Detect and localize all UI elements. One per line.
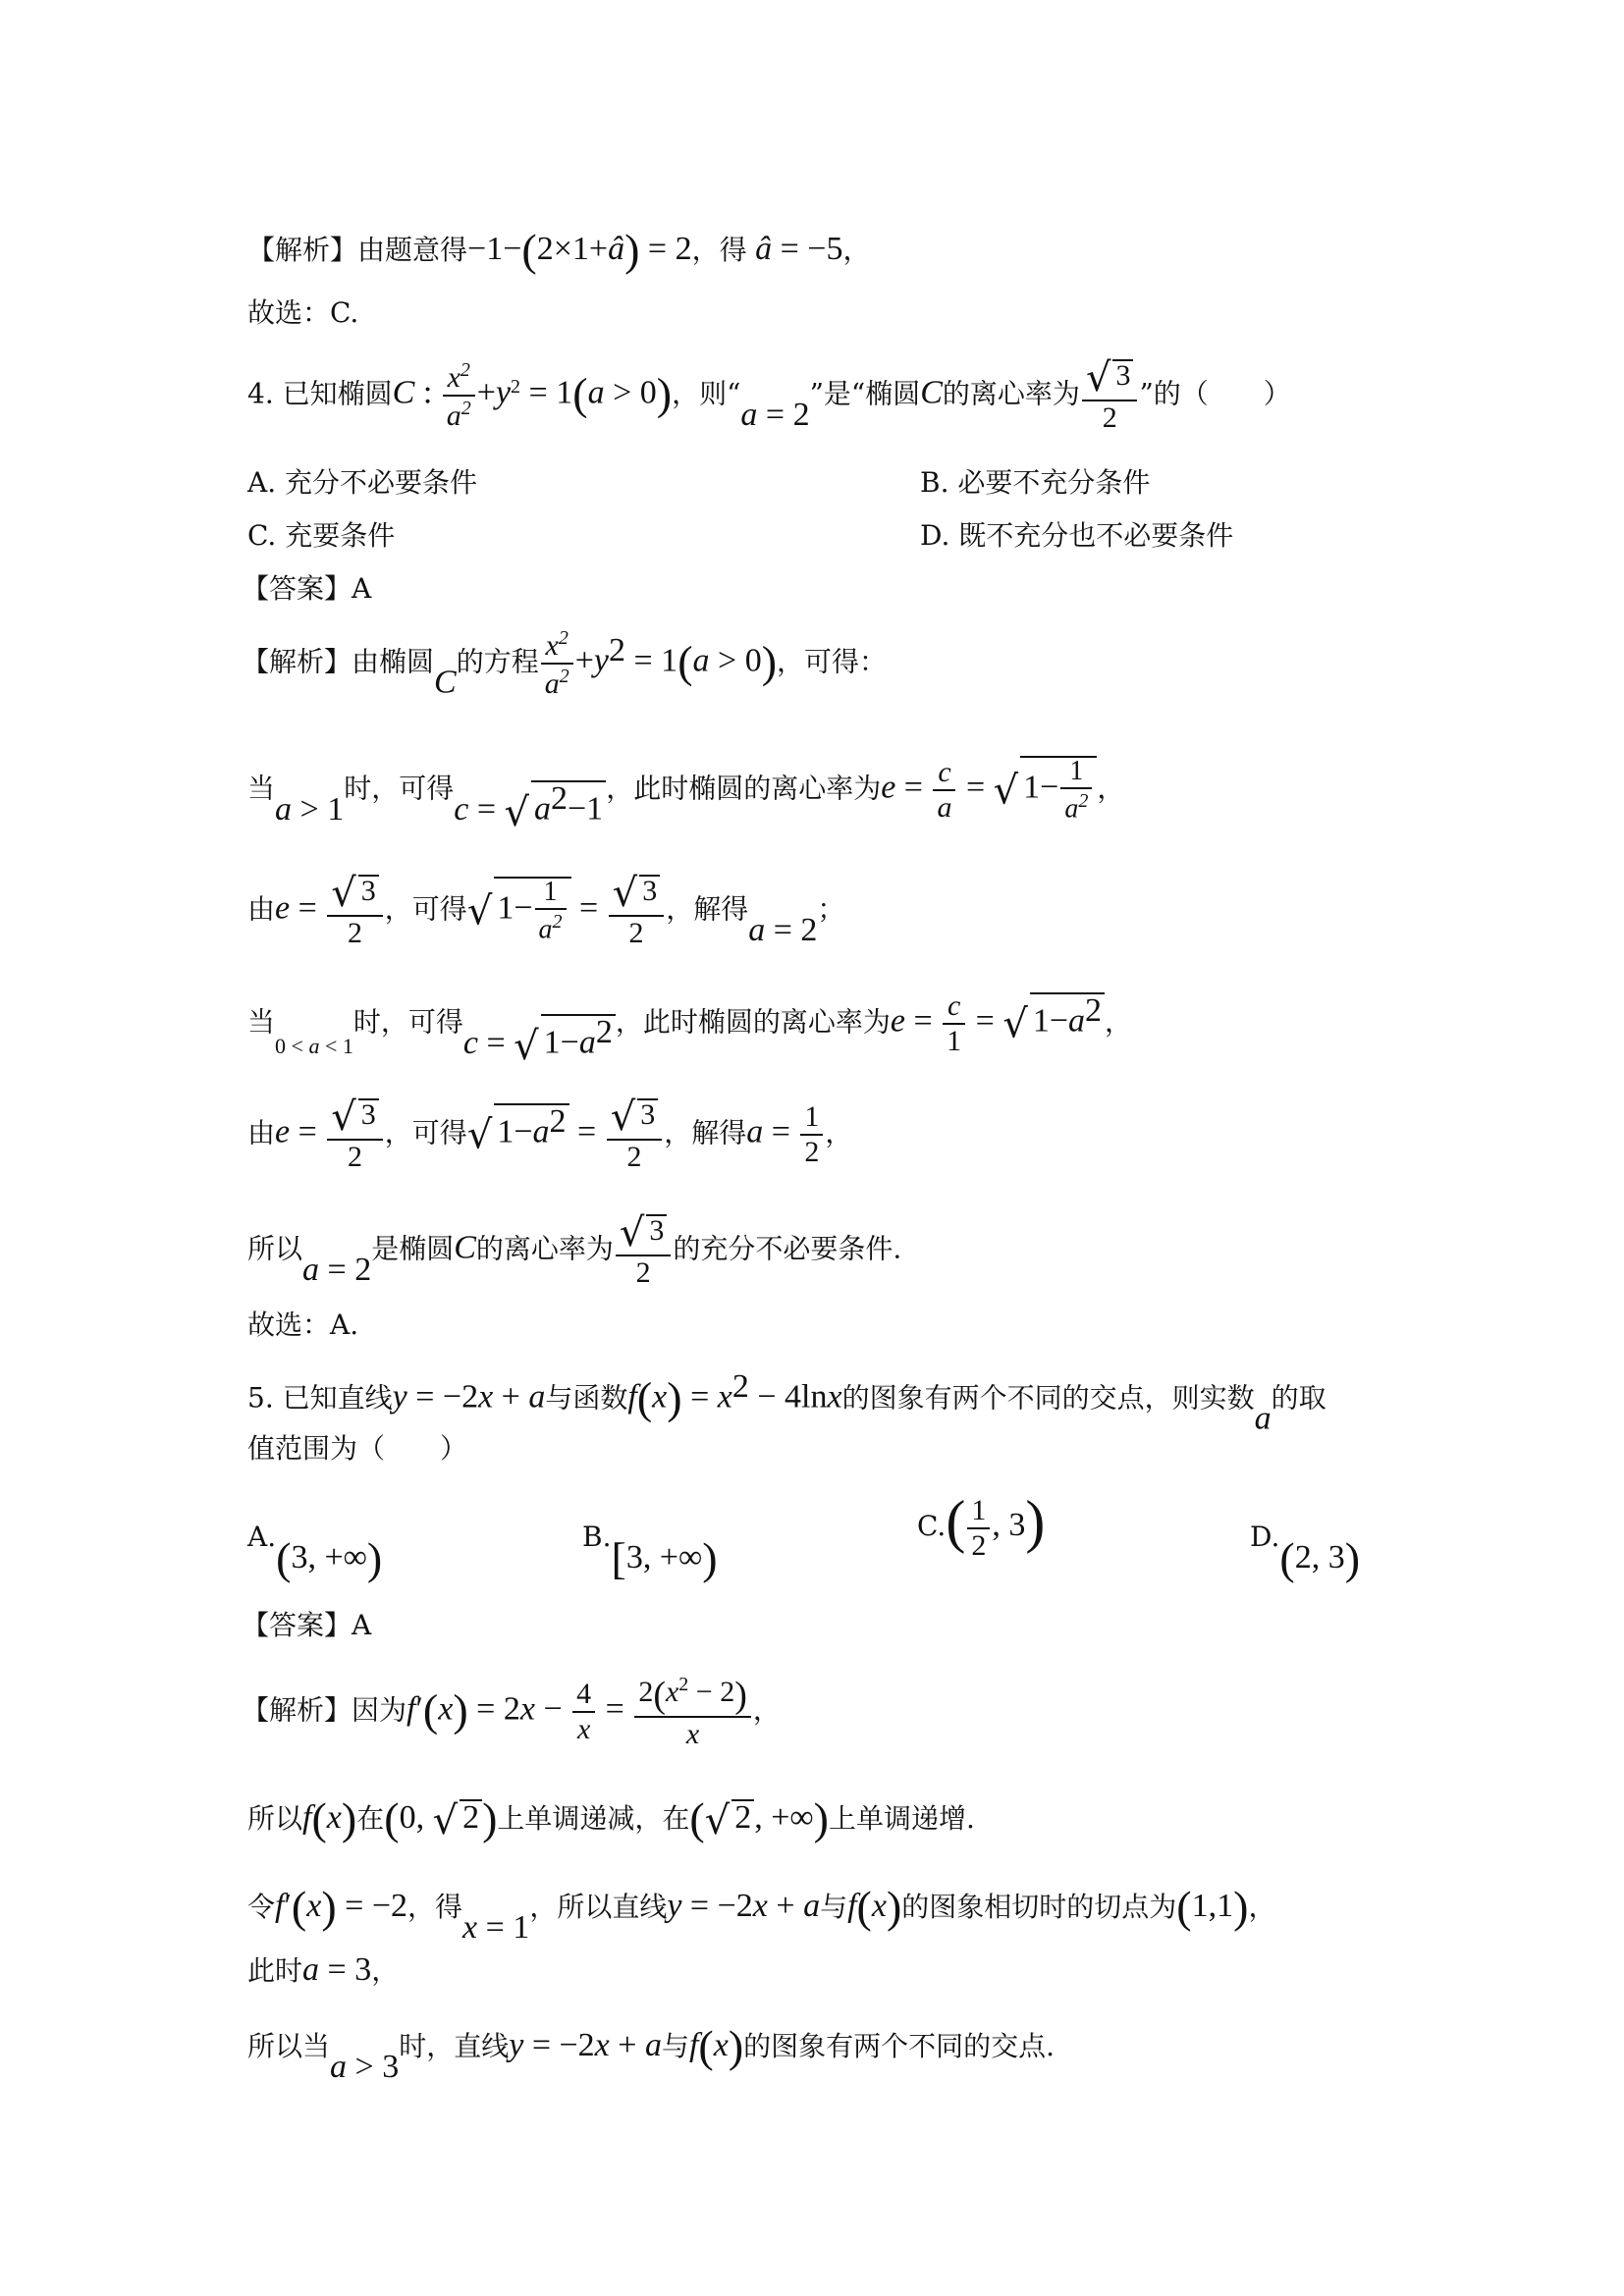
text: D. — [1250, 1521, 1280, 1553]
text: B. 必要不充分条件 — [920, 466, 1151, 499]
text: A. — [247, 1521, 277, 1553]
analysis-4-line-1: 【解析】由椭圆C的方程 $\frac{x^2}{a^2}$ $+y^2 = 1(a > 0)$，可得： — [242, 627, 888, 701]
analysis-4-line-5: 由e = $\frac{√ 3}{2}$ ，可得√ $1-a^2$ = $\frac{√ 3}{2}$ ，解得a = $\frac{1}{2}$ ， — [247, 1095, 853, 1173]
question-5-line-1: 5. 已知直线y = −2x + a与函数$f(x) = x^2 - 4\ln x$的图象有两个不同的交点，则实数a的取 — [247, 1368, 1326, 1437]
text: 的离心率为 — [942, 377, 1080, 410]
text: 与 — [820, 1891, 848, 1923]
text: ， — [1248, 1891, 1276, 1923]
text: 【解析】由椭圆 — [242, 645, 435, 678]
text: ”是“椭圆 — [809, 377, 921, 410]
text: 【答案】A — [242, 572, 372, 605]
text: ，可得 — [384, 892, 467, 926]
text: 当 — [247, 772, 276, 805]
text: C. — [917, 1510, 947, 1542]
answer-5 — [242, 1609, 372, 1641]
text: ，此时椭圆的离心率为 — [606, 772, 882, 805]
text: 由 — [247, 892, 276, 926]
text: ， — [752, 1693, 781, 1727]
text: 上单调递增. — [828, 1802, 975, 1835]
text: 时，直线 — [399, 2030, 510, 2062]
text: 在 — [356, 1802, 385, 1835]
text: A. 充分不必要条件 — [247, 466, 478, 499]
text: 的方程 — [456, 645, 539, 678]
text: 的离心率为 — [475, 1232, 614, 1265]
text: 的取 — [1271, 1381, 1326, 1415]
text: 是椭圆 — [371, 1232, 455, 1265]
option-4d — [920, 519, 1234, 552]
text: 所以 — [247, 1802, 303, 1835]
analysis-5-line-5: 所以当a > 3时，直线y = −2x + a与f(x)的图象有两个不同的交点. — [247, 2021, 1056, 2085]
text: ， — [1097, 772, 1125, 805]
analysis-5-line-2: 所以f(x)在(0, √ 2)上单调递减，在(√ 2, +∞)上单调递增. — [247, 1793, 975, 1843]
question-5-line-2 — [247, 1432, 468, 1465]
option-5d: D.(2, 3) — [1250, 1521, 1361, 1583]
text: D. 既不充分也不必要条件 — [920, 519, 1234, 552]
text: ，得 — [691, 234, 747, 266]
text: 故选：A. — [247, 1308, 359, 1341]
text: 当 — [247, 1005, 276, 1039]
analysis-4-line-6: 所以a = 2是椭圆C的离心率为 $\frac{√ 3}{2}$ 的充分不必要条件. — [247, 1210, 902, 1289]
text: 由 — [247, 1116, 276, 1149]
text: ； — [817, 892, 845, 926]
text: ，可得： — [777, 645, 888, 678]
option-4b — [920, 466, 1151, 499]
analysis-4-line-3: 由e = $\frac{√ 3}{2}$ ，可得√ 1− $\frac{1}{a^2}$ = $\frac{√ 3}{2}$ ，解得a = 2； — [247, 871, 845, 949]
question-4: 4. 已知椭圆C : $\frac{x^2}{a^2}$ $+y^2 = 1(a > 0)$，则“a = 2”是“椭圆C的离心率为 $\frac{√ 3}{2}$ ”的（ ） — [247, 355, 1291, 434]
answer-4 — [242, 572, 372, 605]
analysis-5-line-1: 【解析】因为f′(x) = 2x − $\frac{4}{x}$ = $\frac{2(x^2 - 2)}{x}$ ， — [242, 1674, 781, 1750]
text: 令 — [247, 1891, 276, 1923]
text: 与函数 — [545, 1381, 628, 1415]
text: 【答案】A — [242, 1609, 372, 1641]
text: 所以 — [247, 1232, 303, 1265]
text: ”的（ ） — [1139, 377, 1291, 410]
text: 的图象有两个不同的交点，则实数 — [841, 1381, 1255, 1415]
text: ，得 — [407, 1891, 463, 1923]
analysis-5-line-3: 令f′(x) = −2，得x = 1，所以直线y = −2x + a与f(x)的图象相切时的切点为(1,1)， — [247, 1882, 1276, 1946]
option-5b: B.[3, +∞) — [582, 1521, 718, 1583]
text: 上单调递减，在 — [497, 1802, 690, 1835]
analysis-4-line-4: 当$_{0 < a < 1}$时，可得c = √ $1-a^2$ ，此时椭圆的离心率为e = $\frac{c}{1}$ = √ $1-a^2$ ， — [247, 989, 1133, 1069]
text: 时，可得 — [344, 772, 455, 805]
option-5c: C.( $\frac{1}{2}$ , 3) — [917, 1489, 1046, 1562]
text: ，可得 — [384, 1116, 467, 1149]
text: 与 — [661, 2030, 689, 2062]
text: 时，可得 — [352, 1005, 463, 1039]
choose-line-1 — [247, 296, 359, 329]
text: ，则“ — [672, 377, 741, 410]
text: 的图象有两个不同的交点. — [743, 2030, 1056, 2062]
text: 的图象相切时的切点为 — [901, 1891, 1177, 1923]
text: 故选：C. — [247, 296, 359, 329]
choose-line-2 — [247, 1308, 359, 1341]
text: 的充分不必要条件. — [673, 1232, 902, 1265]
text: ，解得 — [666, 892, 749, 926]
analysis-line-1: 【解析】由题意得−1−(2×1+â) = 2，得 â = −5， — [247, 225, 871, 275]
text: ，所以直线 — [529, 1891, 668, 1923]
text: ， — [1105, 1005, 1133, 1039]
option-4a — [247, 466, 478, 499]
text: ， — [842, 234, 871, 266]
text: 所以当 — [247, 2030, 331, 2062]
text: B. — [582, 1521, 612, 1553]
text: 4. 已知椭圆 — [247, 377, 393, 410]
text: ， — [825, 1116, 853, 1149]
analysis-5-line-4: 此时a = 3， — [247, 1951, 400, 1988]
option-4c — [247, 519, 396, 552]
text: 【解析】因为 — [242, 1693, 407, 1727]
text: 【解析】由题意得 — [247, 234, 468, 266]
text: 此时 — [247, 1954, 303, 1987]
analysis-4-line-2: 当a > 1时，可得c = √ $a^2-1$，此时椭圆的离心率为e = $\frac{c}{a}$ = √ 1− $\frac{1}{a^2}$ ， — [247, 756, 1125, 835]
text: ，此时椭圆的离心率为 — [615, 1005, 891, 1039]
text: C. 充要条件 — [247, 519, 396, 552]
text: 5. 已知直线 — [247, 1381, 393, 1415]
option-5a: A.(3, +∞) — [247, 1521, 383, 1583]
text: 值范围为（ ） — [247, 1432, 468, 1465]
text: ， — [371, 1954, 400, 1987]
text: ，解得 — [664, 1116, 747, 1149]
